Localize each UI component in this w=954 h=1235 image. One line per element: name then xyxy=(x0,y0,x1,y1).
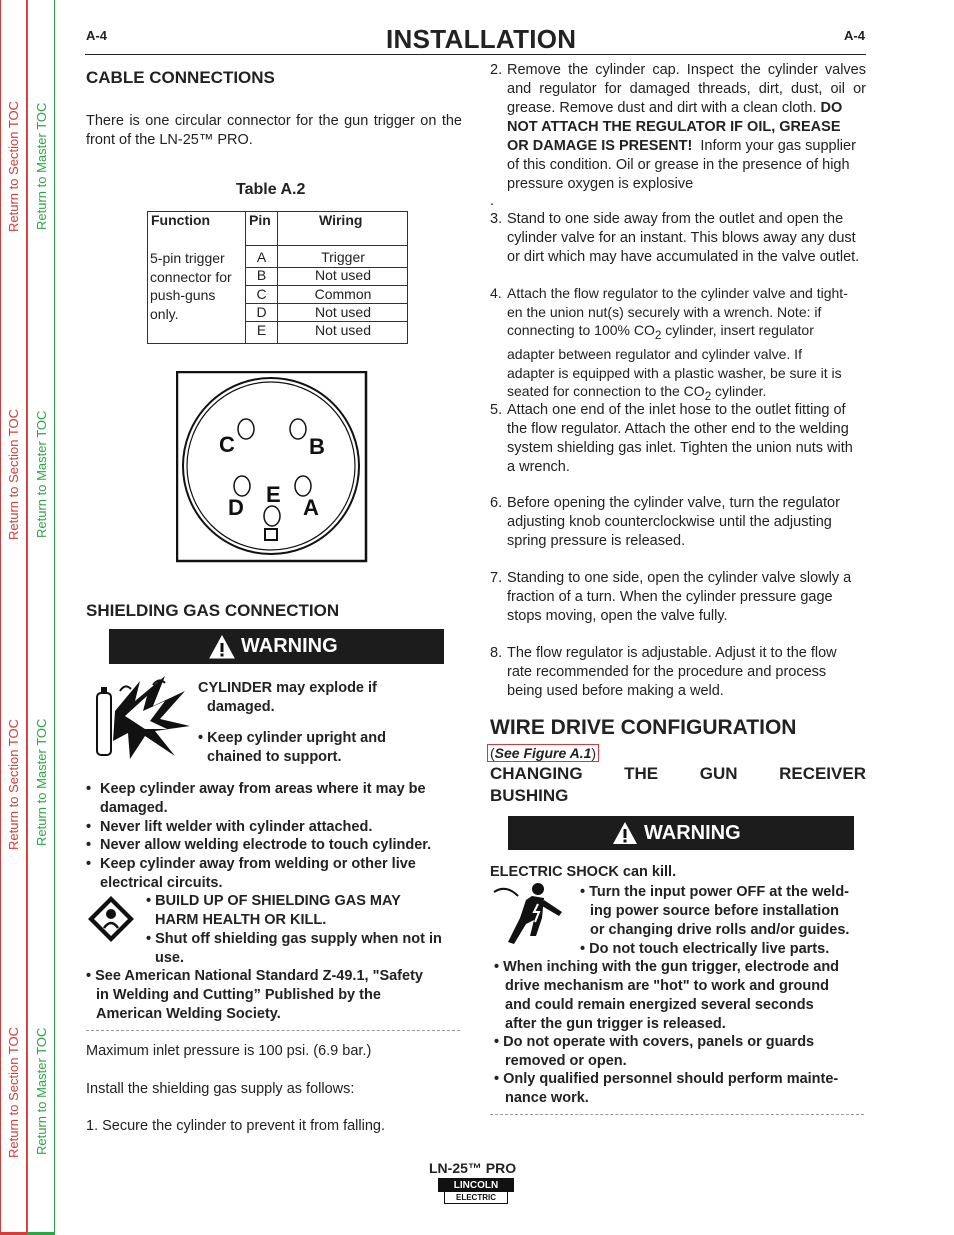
shielding-gas-heading: SHIELDING GAS CONNECTION xyxy=(86,601,340,620)
turn-power-off-warning: • Turn the input power OFF at the weld- ing power source before installation or changing drive rolls and/or guides. • Do not touch electrically live parts. xyxy=(580,884,850,957)
list-item: • Never allow welding electrode to touch cylinder. xyxy=(86,837,432,853)
table-header-pin: Pin xyxy=(249,212,271,228)
gun-receiver-bushing-heading: CHANGING THE GUN RECEIVER BUSHING xyxy=(490,764,866,805)
gas-buildup-warning: • BUILD UP OF SHIELDING GAS MAY HARM HEALTH OR KILL. xyxy=(146,893,401,928)
electric-shock-icon xyxy=(492,882,572,954)
gas-warning-label: WARNING xyxy=(241,635,338,657)
gas-step-5: 5. Attach one end of the inlet hose to the outlet fitting of the flow regulator. Attach the other end to the welding system shielding gas inlet. Tighten the union nuts with a wrench. xyxy=(490,402,853,475)
table-caption: Table A.2 xyxy=(236,181,306,198)
table-pin-a: A xyxy=(256,249,267,265)
page-number-left: A-4 xyxy=(86,28,107,43)
hazard-fumes-icon xyxy=(86,894,136,944)
return-master-toc-link-3[interactable]: Return to Master TOC xyxy=(34,718,49,846)
table-wiring-d: Not used xyxy=(314,304,372,320)
pin-table xyxy=(147,211,408,344)
gas-step-1: 1. Secure the cylinder to prevent it from falling. xyxy=(86,1118,386,1134)
install-gas-intro: Install the shielding gas supply as follows: xyxy=(86,1081,355,1097)
ansi-standard-note: • See American National Standard Z-49.1, "Safety in Welding and Cutting” Published by the American Welding Society. xyxy=(86,968,423,1022)
gas-warning-banner xyxy=(109,629,444,664)
stray-period: . xyxy=(490,193,495,209)
return-section-toc-link-2[interactable]: Return to Section TOC xyxy=(6,408,21,540)
header-rule xyxy=(85,54,866,55)
table-pin-d: D xyxy=(256,304,267,320)
connector-pin-c-label: C xyxy=(219,432,235,457)
electric-shock-warning: ELECTRIC SHOCK can kill. xyxy=(490,864,677,880)
max-inlet-pressure: Maximum inlet pressure is 100 psi. (6.9 bar.) xyxy=(86,1043,372,1059)
gas-step-7: 7. Standing to one side, open the cylinder valve slowly a fraction of a turn. When the cylinder pressure gage stops moving, open the valve fully. xyxy=(490,570,852,624)
return-master-toc-link-4[interactable]: Return to Master TOC xyxy=(34,1027,49,1155)
shut-off-gas-warning: • Shut off shielding gas supply when not in use. xyxy=(146,931,442,966)
inching-warning: • When inching with the gun trigger, electrode and drive mechanism are "hot" to work and ground and could remain energized several seconds after the gun trigger is released. xyxy=(494,959,840,1032)
gas-step-6: 6. Before opening the cylinder valve, turn the regulator adjusting knob counterclockwise until the adjusting spring pressure is released. xyxy=(490,495,840,549)
warning-triangle-icon xyxy=(209,635,235,659)
cylinder-explosion-icon xyxy=(95,671,197,761)
return-master-toc-link-2[interactable]: Return to Master TOC xyxy=(34,410,49,538)
cable-connections-text: There is one circular connector for the gun trigger on the front of the LN-25™ PRO. xyxy=(86,113,462,148)
table-wiring-c: Common xyxy=(314,286,372,302)
table-function-cell: 5-pin trigger connector for push-guns only. xyxy=(150,250,232,322)
return-section-toc-link-4[interactable]: Return to Section TOC xyxy=(6,1026,21,1158)
cable-connections-heading: CABLE CONNECTIONS xyxy=(86,68,275,87)
gas-step-2: 2. Remove the cylinder cap. Inspect the cylinder valves and regulator for damaged threads, dirt, dust, oil or grease. Remove dust and dirt with a clean cloth. DO NOT ATTACH THE REGULATOR IF OIL, GREASE OR DAMAGE IS PRESENT! Inform your gas supplier of this condition. Oil or grease in the presence of high pressure oxygen is explosive xyxy=(490,62,866,192)
table-header-wiring: Wiring xyxy=(319,212,363,228)
shock-warning-banner: WARNING xyxy=(508,816,854,850)
wire-drive-heading: WIRE DRIVE CONFIGURATION xyxy=(490,716,797,739)
covers-warning: • Do not operate with covers, panels or guards removed or open. xyxy=(494,1034,815,1069)
return-section-toc-link-1[interactable]: Return to Section TOC xyxy=(6,100,21,232)
gas-step-4: 4. Attach the flow regulator to the cylinder valve and tight- en the union nut(s) securely with a wrench. Note: if connecting to 100% $CO_2$ cylinder, insert regulator adapter between regulator and cylinder valve. If adapter is equipped with a plastic washer, be sure it is seated for connection to the $CO_2$ cylinder. xyxy=(490,285,848,404)
gas-step-3: 3. Stand to one side away from the outlet and open the cylinder valve for an instant. This blows away any dust or dirt which may have accumulated in the valve outlet. xyxy=(490,211,860,265)
see-figure-link[interactable]: (See Figure A.1) xyxy=(487,744,599,762)
cylinder-explode-warning: CYLINDER may explode if damaged. xyxy=(198,680,377,715)
table-header-function: Function xyxy=(151,212,211,228)
keep-upright-warning: • Keep cylinder upright and chained to support. xyxy=(198,730,386,765)
table-pin-c: C xyxy=(256,286,267,302)
list-item: • Never lift welder with cylinder attached. xyxy=(86,819,373,835)
return-master-toc-link-1[interactable]: Return to Master TOC xyxy=(34,102,49,230)
list-item: • Keep cylinder away from areas where it may be damaged. xyxy=(86,781,426,816)
table-wiring-b: Not used xyxy=(314,267,372,283)
gas-step-8: 8. The flow regulator is adjustable. Adjust it to the flow rate recommended for the procedure and process being used before making a weld. xyxy=(490,645,837,699)
connector-pin-d-label: D xyxy=(228,495,244,520)
return-section-toc-link-3[interactable]: Return to Section TOC xyxy=(6,718,21,850)
qualified-personnel-warning: • Only qualified personnel should perform mainte- nance work. xyxy=(494,1071,839,1106)
table-wiring-a: Trigger xyxy=(321,249,365,265)
connector-pin-a-label: A xyxy=(303,495,319,520)
table-pin-b: B xyxy=(256,267,267,283)
footer-model: LN-25™ PRO xyxy=(429,1160,517,1176)
connector-diagram xyxy=(176,371,368,563)
page-title: INSTALLATION xyxy=(386,24,577,54)
table-wiring-e: Not used xyxy=(314,322,372,338)
list-item: • Keep cylinder away from welding or other live electrical circuits. xyxy=(86,856,416,891)
gas-warning-end-rule xyxy=(86,1030,460,1031)
table-pin-e: E xyxy=(256,322,267,338)
page-number-right: A-4 xyxy=(844,28,865,43)
shock-warning-end-rule xyxy=(490,1114,864,1115)
warning-triangle-icon xyxy=(612,821,638,845)
connector-pin-b-label: B xyxy=(309,434,325,459)
connector-pin-e-label: E xyxy=(266,482,281,507)
lincoln-electric-logo: LINCOLN ELECTRIC xyxy=(438,1178,514,1206)
